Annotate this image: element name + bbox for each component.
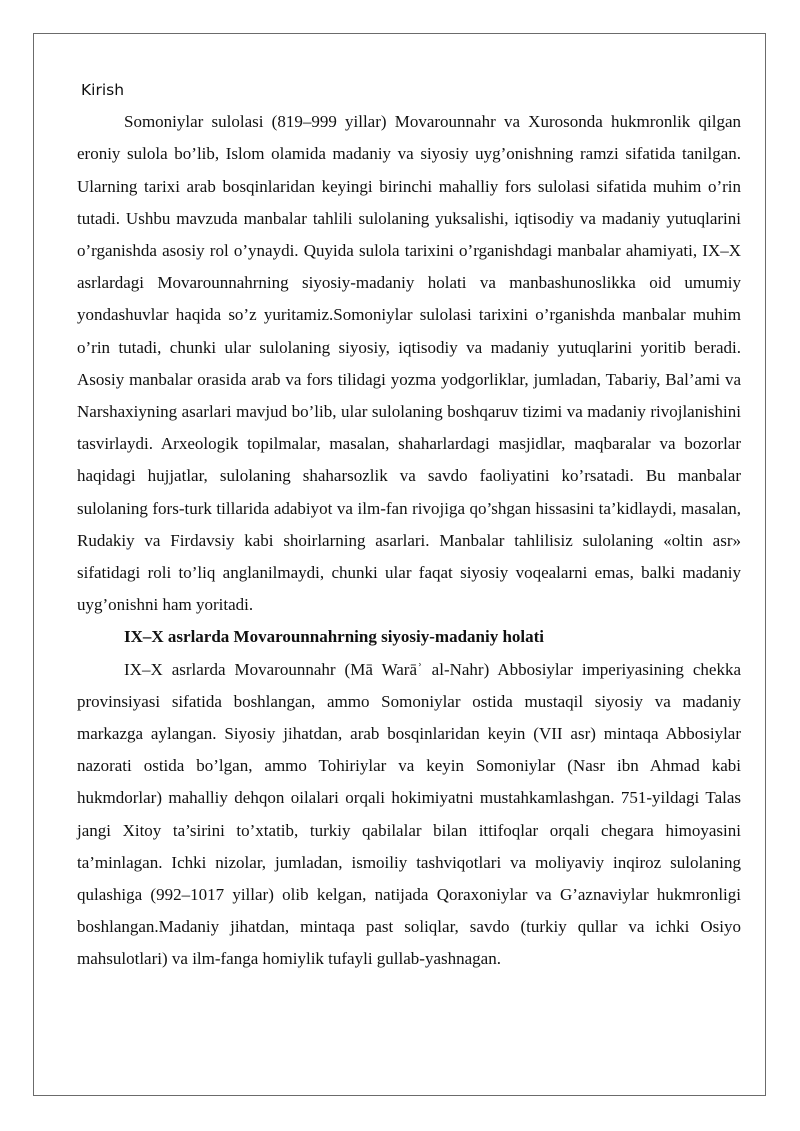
section-paragraph: IX–X asrlarda Movarounnahr (Mā Warāʾ al-Nahr) Abbosiylar imperiyasining chekka provinsiyasi sifatida boshlangan, ammo Somoniylar ostida mustaqil siyosiy va madaniy markazga aylangan. Siyosiy jihatdan, arab bosqinlaridan keyin (VII asr) mintaqa Abbosiylar nazorati ostida bo’lgan, ammo Tohiriylar va keyin Somoniylar (Nasr ibn Ahmad kabi hukmdorlar) mahalliy dehqon oilalari orqali hokimiyatni mustahkamlashgan. 751-yildagi Talas jangi Xitoy ta’sirini to’xtatib, turkiy qabilalar bilan ittifoqlar orqali chegara himoyasini ta’minlagan. Ichki nizolar, jumladan, ismoiliy tashviqotlari va moliyaviy inqiroz sulolaning qulashiga (992–1017 yillar) olib kelgan, natijada Qoraxoniylar va G’aznaviylar hukmronligi boshlangan.Madaniy jihatdan, mintaqa past soliqlar, savdo (turkiy qullar va ichki Osiyo mahsulotlari) va ilm-fanga homiylik tufayli gullab-yashnagan.: [77, 659, 741, 969]
intro-paragraph: Somoniylar sulolasi (819–999 yillar) Movarounnahr va Xurosonda hukmronlik qilgan eroniy sulola bo’lib, Islom olamida madaniy va siyosiy uyg’onishning ramzi sifatida tanilgan. Ularning tarixi arab bosqinlaridan keyingi birinchi mahalliy fors sulolasi sifatida muhim o’rin tutadi. Ushbu mavzuda manbalar tahlili sulolaning yuksalishi, iqtisodiy va madaniy yutuqlarini o’rganishda asosiy rol o’ynaydi. Quyida sulola tarixini o’rganishdagi manbalar ahamiyati, IX–X asrlardagi Movarounnahrning siyosiy-madaniy holati va manbashunoslikka oid umumiy yondashuvlar haqida so’z yuritamiz.Somoniylar sulolasi tarixini o’rganishda manbalar muhim o’rin tutadi, chunki ular sulolaning siyosiy, iqtisodiy va madaniy yutuqlarini yoritib beradi. Asosiy manbalar orasida arab va fors tilidagi yozma yodgorliklar, jumladan, Tabariy, Bal’ami va Narshaxiyning asarlari mavjud bo’lib, ular sulolaning boshqaruv tizimi va madaniy rivojlanishini tasvirlaydi. Arxeologik topilmalar, masalan, shaharlardagi masjidlar, maqbaralar va bozorlar haqidagi hujjatlar, sulolaning shaharsozlik va savdo faoliyatini ko’rsatadi. Bu manbalar sulolaning fors-turk tillarida adabiyot va ilm-fan rivojiga qo’shgan hissasini ta’kidlaydi, masalan, Rudakiy va Firdavsiy kabi shoirlarning asarlari. Manbalar tahlilisiz sulolaning «oltin asr» sifatidagi roli to’liq anglanilmaydi, chunki ular faqat siyosiy voqealarni emas, balki madaniy uyg’onishni ham yoritadi.: [77, 112, 741, 615]
section-heading: IX–X asrlarda Movarounnahrning siyosiy-madaniy holati: [124, 627, 545, 647]
document-body: [77, 74, 741, 976]
intro-heading: Kirish: [81, 81, 125, 99]
